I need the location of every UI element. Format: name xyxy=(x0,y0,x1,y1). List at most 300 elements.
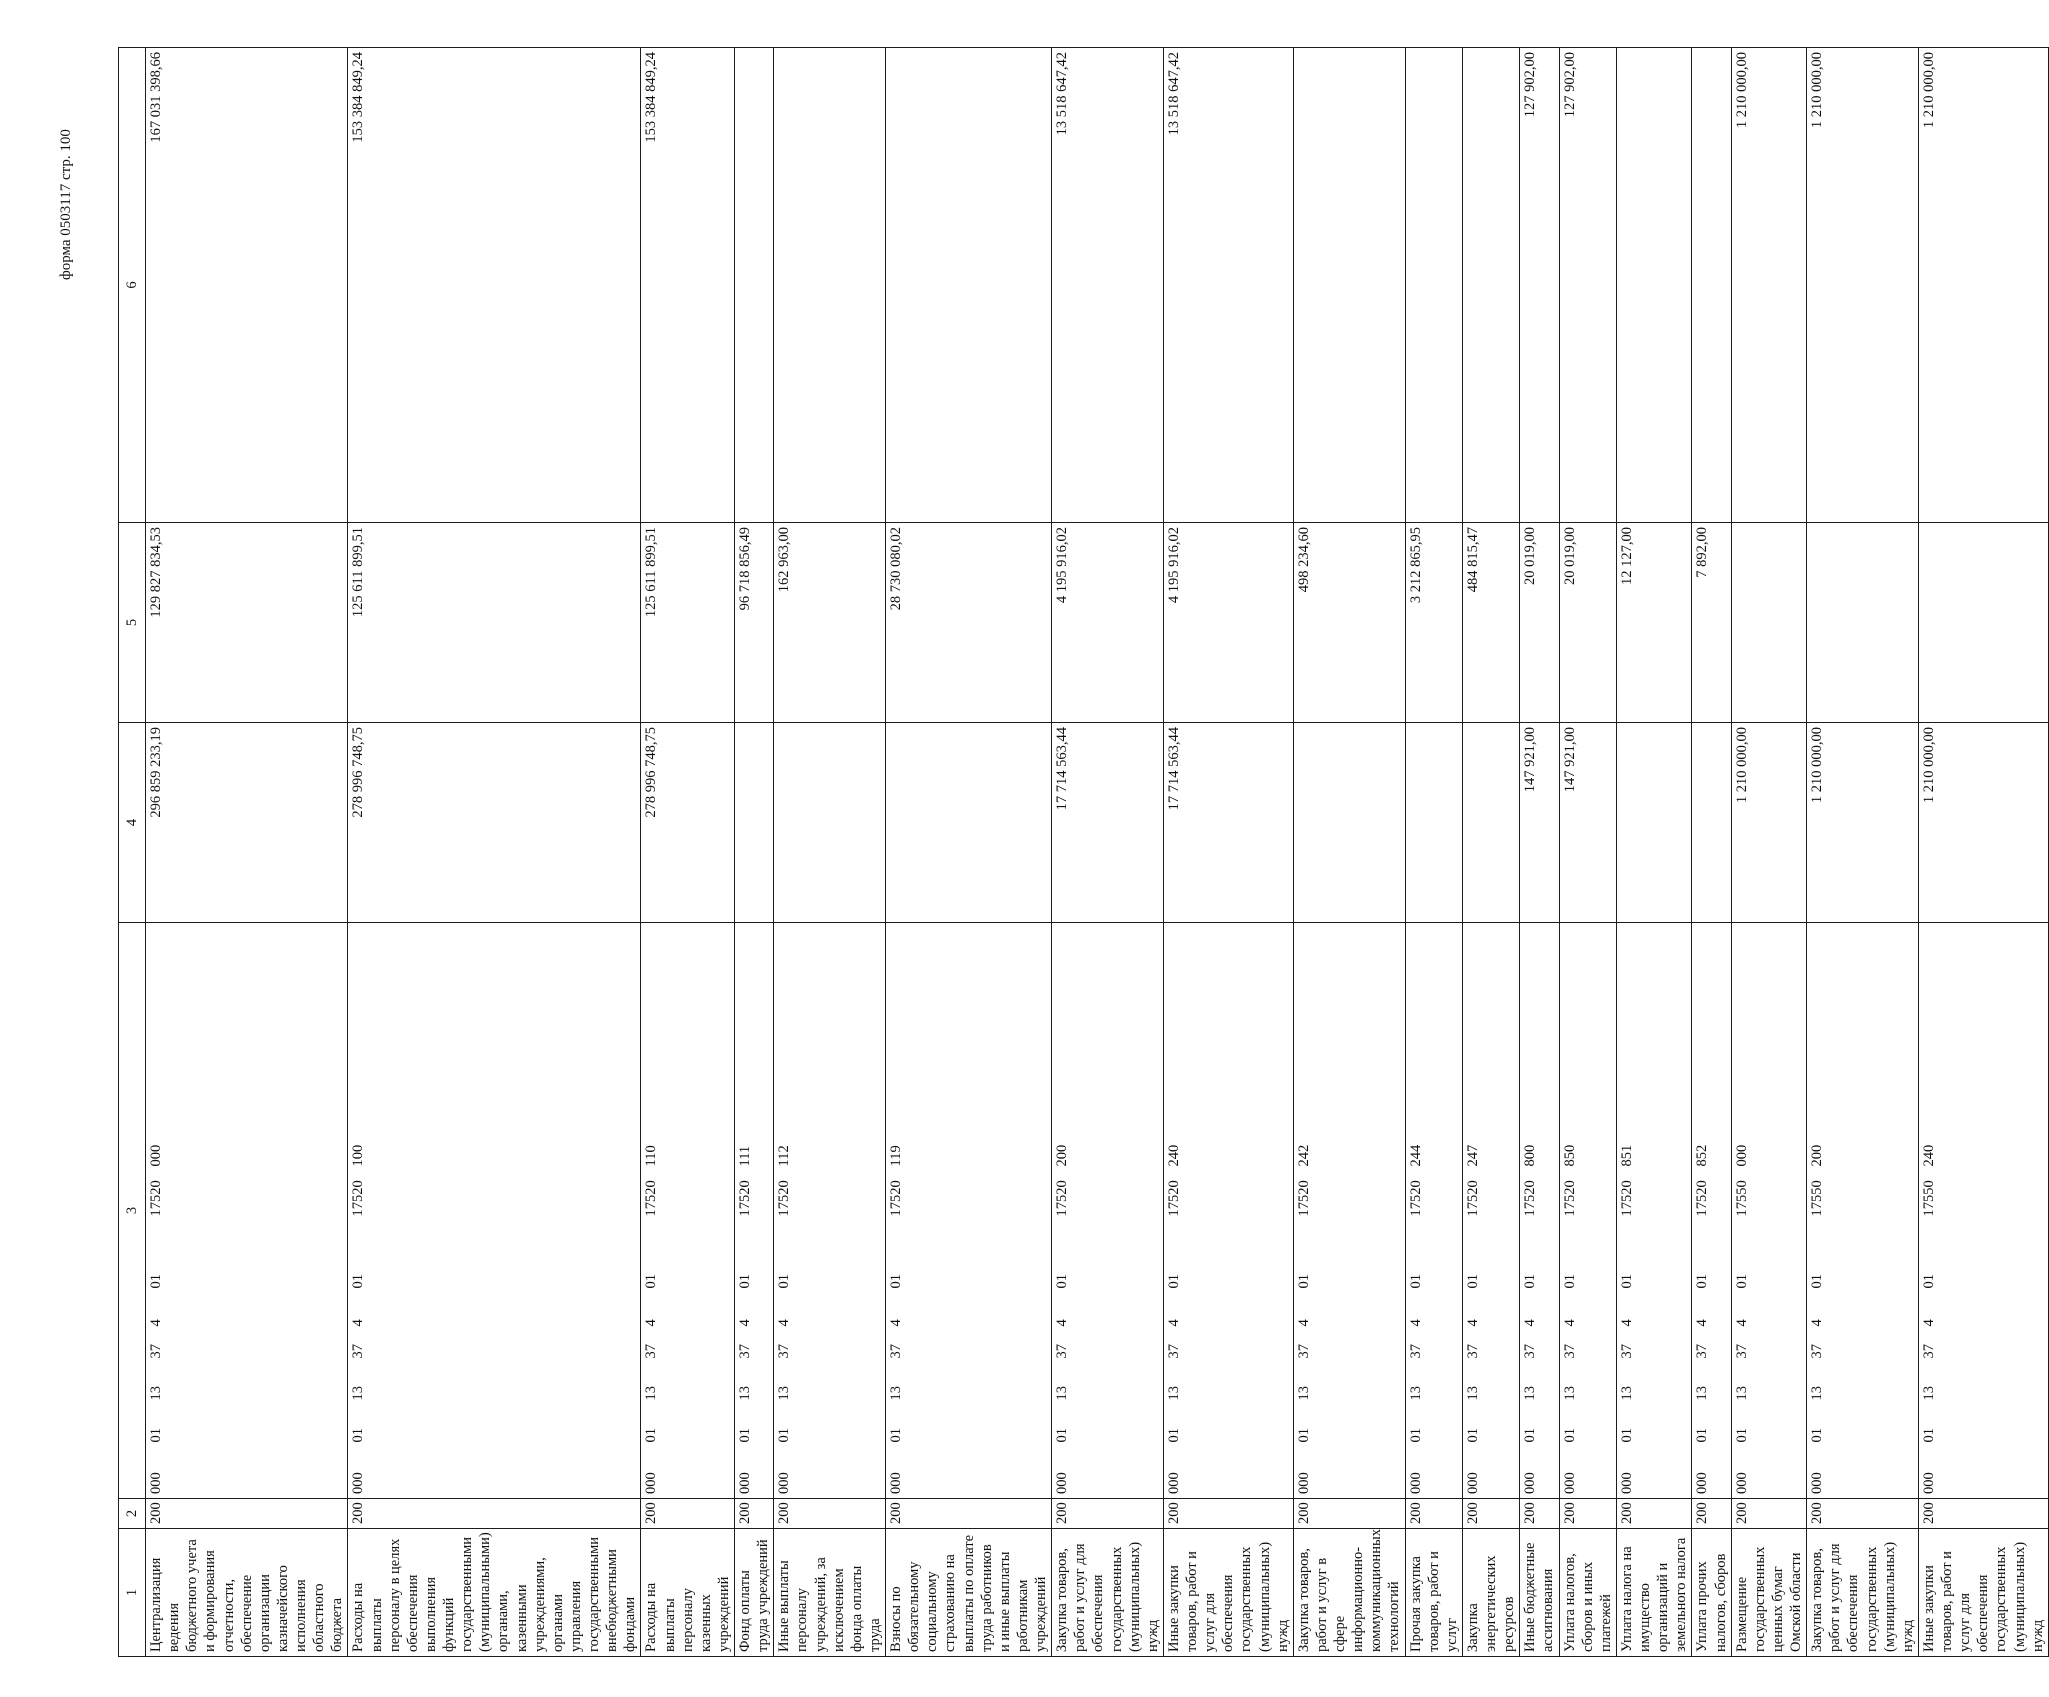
classification-code-part xyxy=(774,1405,886,1447)
classification-code-part xyxy=(735,1171,774,1221)
amount-col-5: 96 718 856,49 xyxy=(735,523,774,723)
classification-code-part xyxy=(1559,1293,1616,1331)
classification-code-part xyxy=(1731,1171,1807,1221)
classification-code-value: 17520 xyxy=(1165,1180,1182,1217)
table-row xyxy=(1807,48,1919,1657)
classification-code-part xyxy=(1918,1171,2048,1221)
classification-code-part xyxy=(1163,1405,1293,1447)
amount-col-6: 13 518 647,42 xyxy=(1052,48,1164,523)
classification-code-part xyxy=(1163,923,1293,1171)
classification-code-value: 13 xyxy=(643,1386,660,1401)
classification-code-value: 13 xyxy=(1407,1386,1424,1401)
amount-col-6: 13 518 647,42 xyxy=(1163,48,1293,523)
classification-code-value: 000 xyxy=(1165,1472,1182,1494)
classification-code-part xyxy=(1807,1405,1919,1447)
classification-code-part xyxy=(1918,1405,2048,1447)
classification-code-part xyxy=(641,1447,735,1499)
amount-col-6 xyxy=(735,48,774,523)
classification-code-part xyxy=(146,1171,348,1221)
classification-code-part xyxy=(1293,1293,1405,1331)
line-code: 200 xyxy=(1918,1499,2048,1529)
row-name: Прочая закупка товаров, работ и услуг xyxy=(1405,1529,1462,1657)
amount-col-5: 484 815,47 xyxy=(1462,523,1519,723)
classification-code-part xyxy=(1807,1293,1919,1331)
classification-code-value: 000 xyxy=(1920,1472,1937,1494)
classification-code-part xyxy=(735,1363,774,1405)
classification-code-value: 000 xyxy=(737,1472,753,1494)
classification-code-value: 000 xyxy=(1809,1472,1826,1494)
amount-col-6 xyxy=(1293,48,1405,523)
classification-code-value: 4 xyxy=(1295,1319,1312,1327)
line-code: 200 xyxy=(1692,1499,1731,1529)
classification-code-part xyxy=(146,1221,348,1293)
classification-code-value: 13 xyxy=(1809,1386,1826,1401)
amount-col-4 xyxy=(735,723,774,923)
classification-code-part xyxy=(641,923,735,1171)
report-table xyxy=(118,47,2049,1657)
classification-code-part xyxy=(1405,1221,1462,1293)
classification-code-value: 4 xyxy=(1054,1319,1071,1327)
row-name: Закупка энергетических ресурсов xyxy=(1462,1529,1519,1657)
classification-code-value: 17520 xyxy=(643,1180,660,1217)
classification-code-part xyxy=(348,1447,641,1499)
classification-code-part xyxy=(1520,1221,1559,1293)
classification-code-value: 4 xyxy=(1561,1319,1578,1327)
classification-code-part xyxy=(1692,1363,1731,1405)
classification-code-part xyxy=(1807,1221,1919,1293)
classification-code-value: 37 xyxy=(1561,1344,1578,1359)
classification-code-part xyxy=(774,1363,886,1405)
classification-code-part xyxy=(1462,1331,1519,1363)
amount-col-4 xyxy=(886,723,1052,923)
classification-code-part xyxy=(1559,923,1616,1171)
classification-code-value: 000 xyxy=(148,1472,164,1494)
classification-code-value: 01 xyxy=(1733,1428,1750,1443)
amount-col-5: 125 611 899,51 xyxy=(348,523,641,723)
amount-col-6: 167 031 398,66 xyxy=(146,48,348,523)
amount-col-4: 17 714 563,44 xyxy=(1163,723,1293,923)
table-row xyxy=(1559,48,1616,1657)
line-code: 200 xyxy=(1731,1499,1807,1529)
classification-code-part xyxy=(1616,1293,1692,1331)
table-row xyxy=(348,48,641,1657)
table-row xyxy=(1405,48,1462,1657)
classification-code-value: 17520 xyxy=(1561,1180,1578,1217)
classification-code-part xyxy=(886,1293,1052,1331)
line-code: 200 xyxy=(1462,1499,1519,1529)
classification-code-value: 37 xyxy=(1522,1344,1539,1359)
classification-code-part xyxy=(735,1293,774,1331)
classification-code-value: 01 xyxy=(1464,1428,1481,1443)
classification-code-part xyxy=(1559,1221,1616,1293)
amount-col-4: 296 859 233,19 xyxy=(146,723,348,923)
classification-code-value: 01 xyxy=(1809,1428,1826,1443)
classification-code-part xyxy=(1520,1405,1559,1447)
classification-code-value: 4 xyxy=(1733,1319,1750,1327)
classification-code-part xyxy=(735,923,774,1171)
classification-code-value: 01 xyxy=(1464,1274,1481,1289)
classification-code-value: 37 xyxy=(888,1344,904,1359)
classification-code-value: 247 xyxy=(1464,1144,1481,1167)
classification-code-part xyxy=(886,1171,1052,1221)
classification-code-value: 4 xyxy=(1522,1319,1539,1327)
classification-code-value: 37 xyxy=(1295,1344,1312,1359)
line-code: 200 xyxy=(641,1499,735,1529)
classification-code-part xyxy=(1616,1363,1692,1405)
classification-code-value: 37 xyxy=(1733,1344,1750,1359)
classification-code-value: 01 xyxy=(1522,1274,1539,1289)
row-name: Фонд оплаты труда учреждений xyxy=(735,1529,774,1657)
classification-code-part xyxy=(348,1171,641,1221)
classification-code-part xyxy=(1163,1293,1293,1331)
amount-col-6 xyxy=(1616,48,1692,523)
classification-code-part xyxy=(1405,1171,1462,1221)
amount-col-6 xyxy=(1692,48,1731,523)
classification-code-value: 01 xyxy=(1694,1274,1711,1289)
classification-code-value: 01 xyxy=(1165,1428,1182,1443)
line-code: 200 xyxy=(1616,1499,1692,1529)
classification-code-value: 01 xyxy=(1054,1274,1071,1289)
line-code: 200 xyxy=(1520,1499,1559,1529)
classification-code-value: 244 xyxy=(1407,1144,1424,1167)
table-row xyxy=(1731,48,1807,1657)
classification-code-value: 4 xyxy=(1694,1319,1711,1327)
row-name: Взносы по обязательному социальному страхованию на выплаты по оплате труда работников и иные выплаты работникам учреждений xyxy=(886,1529,1052,1657)
classification-code-part xyxy=(886,1331,1052,1363)
classification-code-part xyxy=(641,1171,735,1221)
classification-code-part xyxy=(1052,923,1164,1171)
classification-code-value: 4 xyxy=(1920,1319,1937,1327)
amount-col-6: 1 210 000,00 xyxy=(1807,48,1919,523)
amount-col-4: 17 714 563,44 xyxy=(1052,723,1164,923)
amount-col-5: 4 195 916,02 xyxy=(1052,523,1164,723)
row-name: Иные бюджетные ассигнования xyxy=(1520,1529,1559,1657)
classification-code-value: 37 xyxy=(1054,1344,1071,1359)
classification-code-part xyxy=(1163,1363,1293,1405)
classification-code-part xyxy=(1807,923,1919,1171)
amount-col-6: 153 384 849,24 xyxy=(348,48,641,523)
classification-code-part xyxy=(774,1171,886,1221)
row-name: Закупка товаров, работ и услуг для обеспечения государственных (муниципальных) нужд xyxy=(1052,1529,1164,1657)
classification-code-part xyxy=(641,1221,735,1293)
classification-code-value: 37 xyxy=(350,1344,367,1359)
classification-code-value: 37 xyxy=(1165,1344,1182,1359)
classification-code-part xyxy=(1052,1363,1164,1405)
classification-code-value: 000 xyxy=(1464,1472,1481,1494)
amount-col-5 xyxy=(1918,523,2048,723)
classification-code-value: 17520 xyxy=(1522,1180,1539,1217)
classification-code-value: 13 xyxy=(1295,1386,1312,1401)
classification-code-part xyxy=(886,923,1052,1171)
classification-code-value: 17520 xyxy=(737,1180,753,1217)
classification-code-value: 13 xyxy=(1618,1386,1635,1401)
classification-code-value: 01 xyxy=(643,1428,660,1443)
classification-code-part xyxy=(1559,1447,1616,1499)
classification-code-part xyxy=(1807,1171,1919,1221)
classification-code-part xyxy=(1405,1447,1462,1499)
classification-code-part xyxy=(886,1447,1052,1499)
classification-code-value: 200 xyxy=(1809,1144,1826,1167)
classification-code-part xyxy=(774,1447,886,1499)
classification-code-value: 852 xyxy=(1694,1144,1711,1167)
row-name: Расходы на выплаты персоналу казенных учреждений xyxy=(641,1529,735,1657)
amount-col-4 xyxy=(1405,723,1462,923)
classification-code-part xyxy=(886,1405,1052,1447)
classification-code-part xyxy=(1163,1447,1293,1499)
amount-col-4: 1 210 000,00 xyxy=(1807,723,1919,923)
column-header-1: 1 xyxy=(119,1529,146,1657)
classification-code-part xyxy=(1163,1331,1293,1363)
classification-code-value: 37 xyxy=(643,1344,660,1359)
amount-col-6: 1 210 000,00 xyxy=(1918,48,2048,523)
classification-code-part xyxy=(1731,1331,1807,1363)
classification-code-value: 01 xyxy=(1522,1428,1539,1443)
classification-code-part xyxy=(1559,1171,1616,1221)
table-row xyxy=(1520,48,1559,1657)
classification-code-value: 17520 xyxy=(350,1180,367,1217)
classification-code-value: 112 xyxy=(776,1145,793,1167)
classification-code-part xyxy=(1692,1293,1731,1331)
row-name: Уплата налога на имущество организаций и земельного налога xyxy=(1616,1529,1692,1657)
classification-code-value: 851 xyxy=(1618,1144,1635,1167)
classification-code-value: 110 xyxy=(643,1145,660,1167)
classification-code-value: 4 xyxy=(1464,1319,1481,1327)
classification-code-value: 13 xyxy=(1165,1386,1182,1401)
classification-code-part xyxy=(1918,1293,2048,1331)
page-label: форма 0503117 стр. 100 xyxy=(58,129,74,280)
classification-code-part xyxy=(146,1293,348,1331)
classification-code-part xyxy=(1052,1331,1164,1363)
classification-code-part xyxy=(1405,1363,1462,1405)
classification-code-part xyxy=(1807,1331,1919,1363)
amount-col-4: 278 996 748,75 xyxy=(348,723,641,923)
classification-code-part xyxy=(774,1331,886,1363)
classification-code-part xyxy=(641,1331,735,1363)
classification-code-part xyxy=(735,1447,774,1499)
classification-code-part xyxy=(1559,1331,1616,1363)
classification-code-part xyxy=(146,1331,348,1363)
classification-code-value: 01 xyxy=(1694,1428,1711,1443)
amount-col-4: 278 996 748,75 xyxy=(641,723,735,923)
classification-code-part xyxy=(1520,923,1559,1171)
amount-col-4 xyxy=(774,723,886,923)
classification-code-value: 4 xyxy=(643,1319,660,1327)
classification-code-value: 01 xyxy=(737,1274,753,1289)
classification-code-part xyxy=(886,1363,1052,1405)
classification-code-value: 4 xyxy=(1809,1319,1826,1327)
classification-code-part xyxy=(348,1331,641,1363)
classification-code-part xyxy=(886,1221,1052,1293)
classification-code-part xyxy=(735,1331,774,1363)
amount-col-6: 153 384 849,24 xyxy=(641,48,735,523)
line-code: 200 xyxy=(1163,1499,1293,1529)
amount-col-6 xyxy=(774,48,886,523)
classification-code-part xyxy=(1692,1331,1731,1363)
column-header-3: 3 xyxy=(119,923,146,1499)
classification-code-part xyxy=(1462,1405,1519,1447)
classification-code-part xyxy=(1462,1447,1519,1499)
amount-col-4 xyxy=(1293,723,1405,923)
column-header-5: 5 xyxy=(119,523,146,723)
classification-code-value: 01 xyxy=(350,1274,367,1289)
classification-code-value: 13 xyxy=(350,1386,367,1401)
classification-code-value: 13 xyxy=(1733,1386,1750,1401)
table-row xyxy=(1163,48,1293,1657)
amount-col-5: 20 019,00 xyxy=(1520,523,1559,723)
row-name: Иные закупки товаров, работ и услуг для обеспечения государственных (муниципальных) нужд xyxy=(1163,1529,1293,1657)
line-code: 200 xyxy=(348,1499,641,1529)
classification-code-part xyxy=(1462,923,1519,1171)
classification-code-part xyxy=(1293,1405,1405,1447)
classification-code-value: 01 xyxy=(776,1274,793,1289)
classification-code-part xyxy=(1293,1221,1405,1293)
classification-code-part xyxy=(146,1363,348,1405)
amount-col-5: 162 963,00 xyxy=(774,523,886,723)
classification-code-value: 4 xyxy=(737,1319,753,1327)
classification-code-value: 240 xyxy=(1920,1144,1937,1167)
classification-code-value: 4 xyxy=(1165,1319,1182,1327)
classification-code-value: 37 xyxy=(1920,1344,1937,1359)
classification-code-value: 17520 xyxy=(1464,1180,1481,1217)
classification-code-value: 13 xyxy=(1054,1386,1071,1401)
table-row xyxy=(641,48,735,1657)
row-name: Расходы на выплаты персоналу в целях обеспечения выполнения функций государственными (муниципальными) органами, казенными учреждениями, органами управления государственными внебюджетными фондами xyxy=(348,1529,641,1657)
table-row xyxy=(886,48,1052,1657)
classification-code-part xyxy=(1616,1405,1692,1447)
line-code: 200 xyxy=(1559,1499,1616,1529)
amount-col-6: 127 902,00 xyxy=(1559,48,1616,523)
classification-code-part xyxy=(1559,1405,1616,1447)
classification-code-part xyxy=(1918,1221,2048,1293)
classification-code-value: 000 xyxy=(350,1472,367,1494)
classification-code-value: 13 xyxy=(1464,1386,1481,1401)
classification-code-value: 000 xyxy=(1522,1472,1539,1494)
classification-code-part xyxy=(348,1363,641,1405)
classification-code-value: 01 xyxy=(1618,1274,1635,1289)
classification-code-part xyxy=(1405,923,1462,1171)
classification-code-part xyxy=(1731,1293,1807,1331)
classification-code-value: 4 xyxy=(888,1319,904,1327)
classification-code-value: 01 xyxy=(1920,1274,1937,1289)
classification-code-value: 01 xyxy=(1295,1274,1312,1289)
classification-code-part xyxy=(1616,923,1692,1171)
classification-code-value: 01 xyxy=(1561,1274,1578,1289)
line-code: 200 xyxy=(774,1499,886,1529)
classification-code-part xyxy=(1293,1447,1405,1499)
classification-code-part xyxy=(1520,1363,1559,1405)
classification-code-part xyxy=(1052,1171,1164,1221)
classification-code-value: 01 xyxy=(643,1274,660,1289)
classification-code-part xyxy=(1807,1447,1919,1499)
classification-code-part xyxy=(1052,1293,1164,1331)
table-row xyxy=(735,48,774,1657)
classification-code-value: 01 xyxy=(1407,1274,1424,1289)
classification-code-part xyxy=(641,1363,735,1405)
classification-code-part xyxy=(1731,1405,1807,1447)
classification-code-value: 000 xyxy=(1733,1472,1750,1494)
classification-code-value: 01 xyxy=(1165,1274,1182,1289)
classification-code-value: 000 xyxy=(1295,1472,1312,1494)
row-name: Централизация ведения бюджетного учета и формирования отчетности, обеспечение организации казначейского исполнения областного бюджета xyxy=(146,1529,348,1657)
table-row xyxy=(1616,48,1692,1657)
classification-code-value: 01 xyxy=(350,1428,367,1443)
classification-code-part xyxy=(774,1293,886,1331)
classification-code-value: 111 xyxy=(737,1145,753,1167)
amount-col-4: 1 210 000,00 xyxy=(1731,723,1807,923)
classification-code-part xyxy=(146,1405,348,1447)
classification-code-part xyxy=(146,923,348,1171)
classification-code-part xyxy=(1731,923,1807,1171)
classification-code-part xyxy=(1163,1171,1293,1221)
classification-code-value: 01 xyxy=(1407,1428,1424,1443)
classification-code-part xyxy=(1692,923,1731,1171)
classification-code-value: 000 xyxy=(776,1472,793,1494)
classification-code-part xyxy=(1462,1293,1519,1331)
classification-code-part xyxy=(348,923,641,1171)
table-row xyxy=(1692,48,1731,1657)
classification-code-value: 242 xyxy=(1295,1144,1312,1167)
classification-code-value: 800 xyxy=(1522,1144,1539,1167)
classification-code-part xyxy=(1731,1363,1807,1405)
column-header-6: 6 xyxy=(119,48,146,523)
classification-code-part xyxy=(1405,1405,1462,1447)
classification-code-part xyxy=(1692,1171,1731,1221)
amount-col-6: 1 210 000,00 xyxy=(1731,48,1807,523)
classification-code-value: 17520 xyxy=(1407,1180,1424,1217)
classification-code-part xyxy=(1731,1447,1807,1499)
amount-col-5: 20 019,00 xyxy=(1559,523,1616,723)
table-row xyxy=(1918,48,2048,1657)
amount-col-5: 28 730 080,02 xyxy=(886,523,1052,723)
classification-code-value: 37 xyxy=(1694,1344,1711,1359)
line-code: 200 xyxy=(1052,1499,1164,1529)
amount-col-5 xyxy=(1731,523,1807,723)
classification-code-part xyxy=(348,1221,641,1293)
table-row xyxy=(146,48,348,1657)
classification-code-value: 000 xyxy=(1733,1144,1750,1167)
classification-code-part xyxy=(1918,1363,2048,1405)
row-name: Уплата налогов, сборов и иных платежей xyxy=(1559,1529,1616,1657)
amount-col-5: 3 212 865,95 xyxy=(1405,523,1462,723)
classification-code-part xyxy=(1731,1221,1807,1293)
classification-code-value: 000 xyxy=(1694,1472,1711,1494)
classification-code-value: 01 xyxy=(1561,1428,1578,1443)
row-name: Закупка товаров, работ и услуг для обеспечения государственных (муниципальных) нужд xyxy=(1807,1529,1919,1657)
classification-code-part xyxy=(1052,1447,1164,1499)
classification-code-value: 119 xyxy=(888,1145,904,1167)
classification-code-value: 13 xyxy=(737,1386,753,1401)
classification-code-part xyxy=(1405,1293,1462,1331)
table-row xyxy=(1462,48,1519,1657)
amount-col-4 xyxy=(1462,723,1519,923)
classification-code-value: 37 xyxy=(776,1344,793,1359)
classification-code-part xyxy=(1462,1221,1519,1293)
classification-code-value: 37 xyxy=(148,1344,164,1359)
classification-code-value: 000 xyxy=(148,1144,164,1167)
classification-code-part xyxy=(1293,923,1405,1171)
row-name: Иные выплаты персоналу учреждений, за исключением фонда оплаты труда xyxy=(774,1529,886,1657)
classification-code-value: 37 xyxy=(1809,1344,1826,1359)
amount-col-4 xyxy=(1692,723,1731,923)
classification-code-value: 01 xyxy=(1733,1274,1750,1289)
classification-code-value: 01 xyxy=(148,1274,164,1289)
classification-code-value: 37 xyxy=(1464,1344,1481,1359)
classification-code-part xyxy=(1918,923,2048,1171)
line-code: 200 xyxy=(146,1499,348,1529)
amount-col-4: 147 921,00 xyxy=(1559,723,1616,923)
classification-code-part xyxy=(1520,1293,1559,1331)
classification-code-value: 4 xyxy=(148,1319,164,1327)
